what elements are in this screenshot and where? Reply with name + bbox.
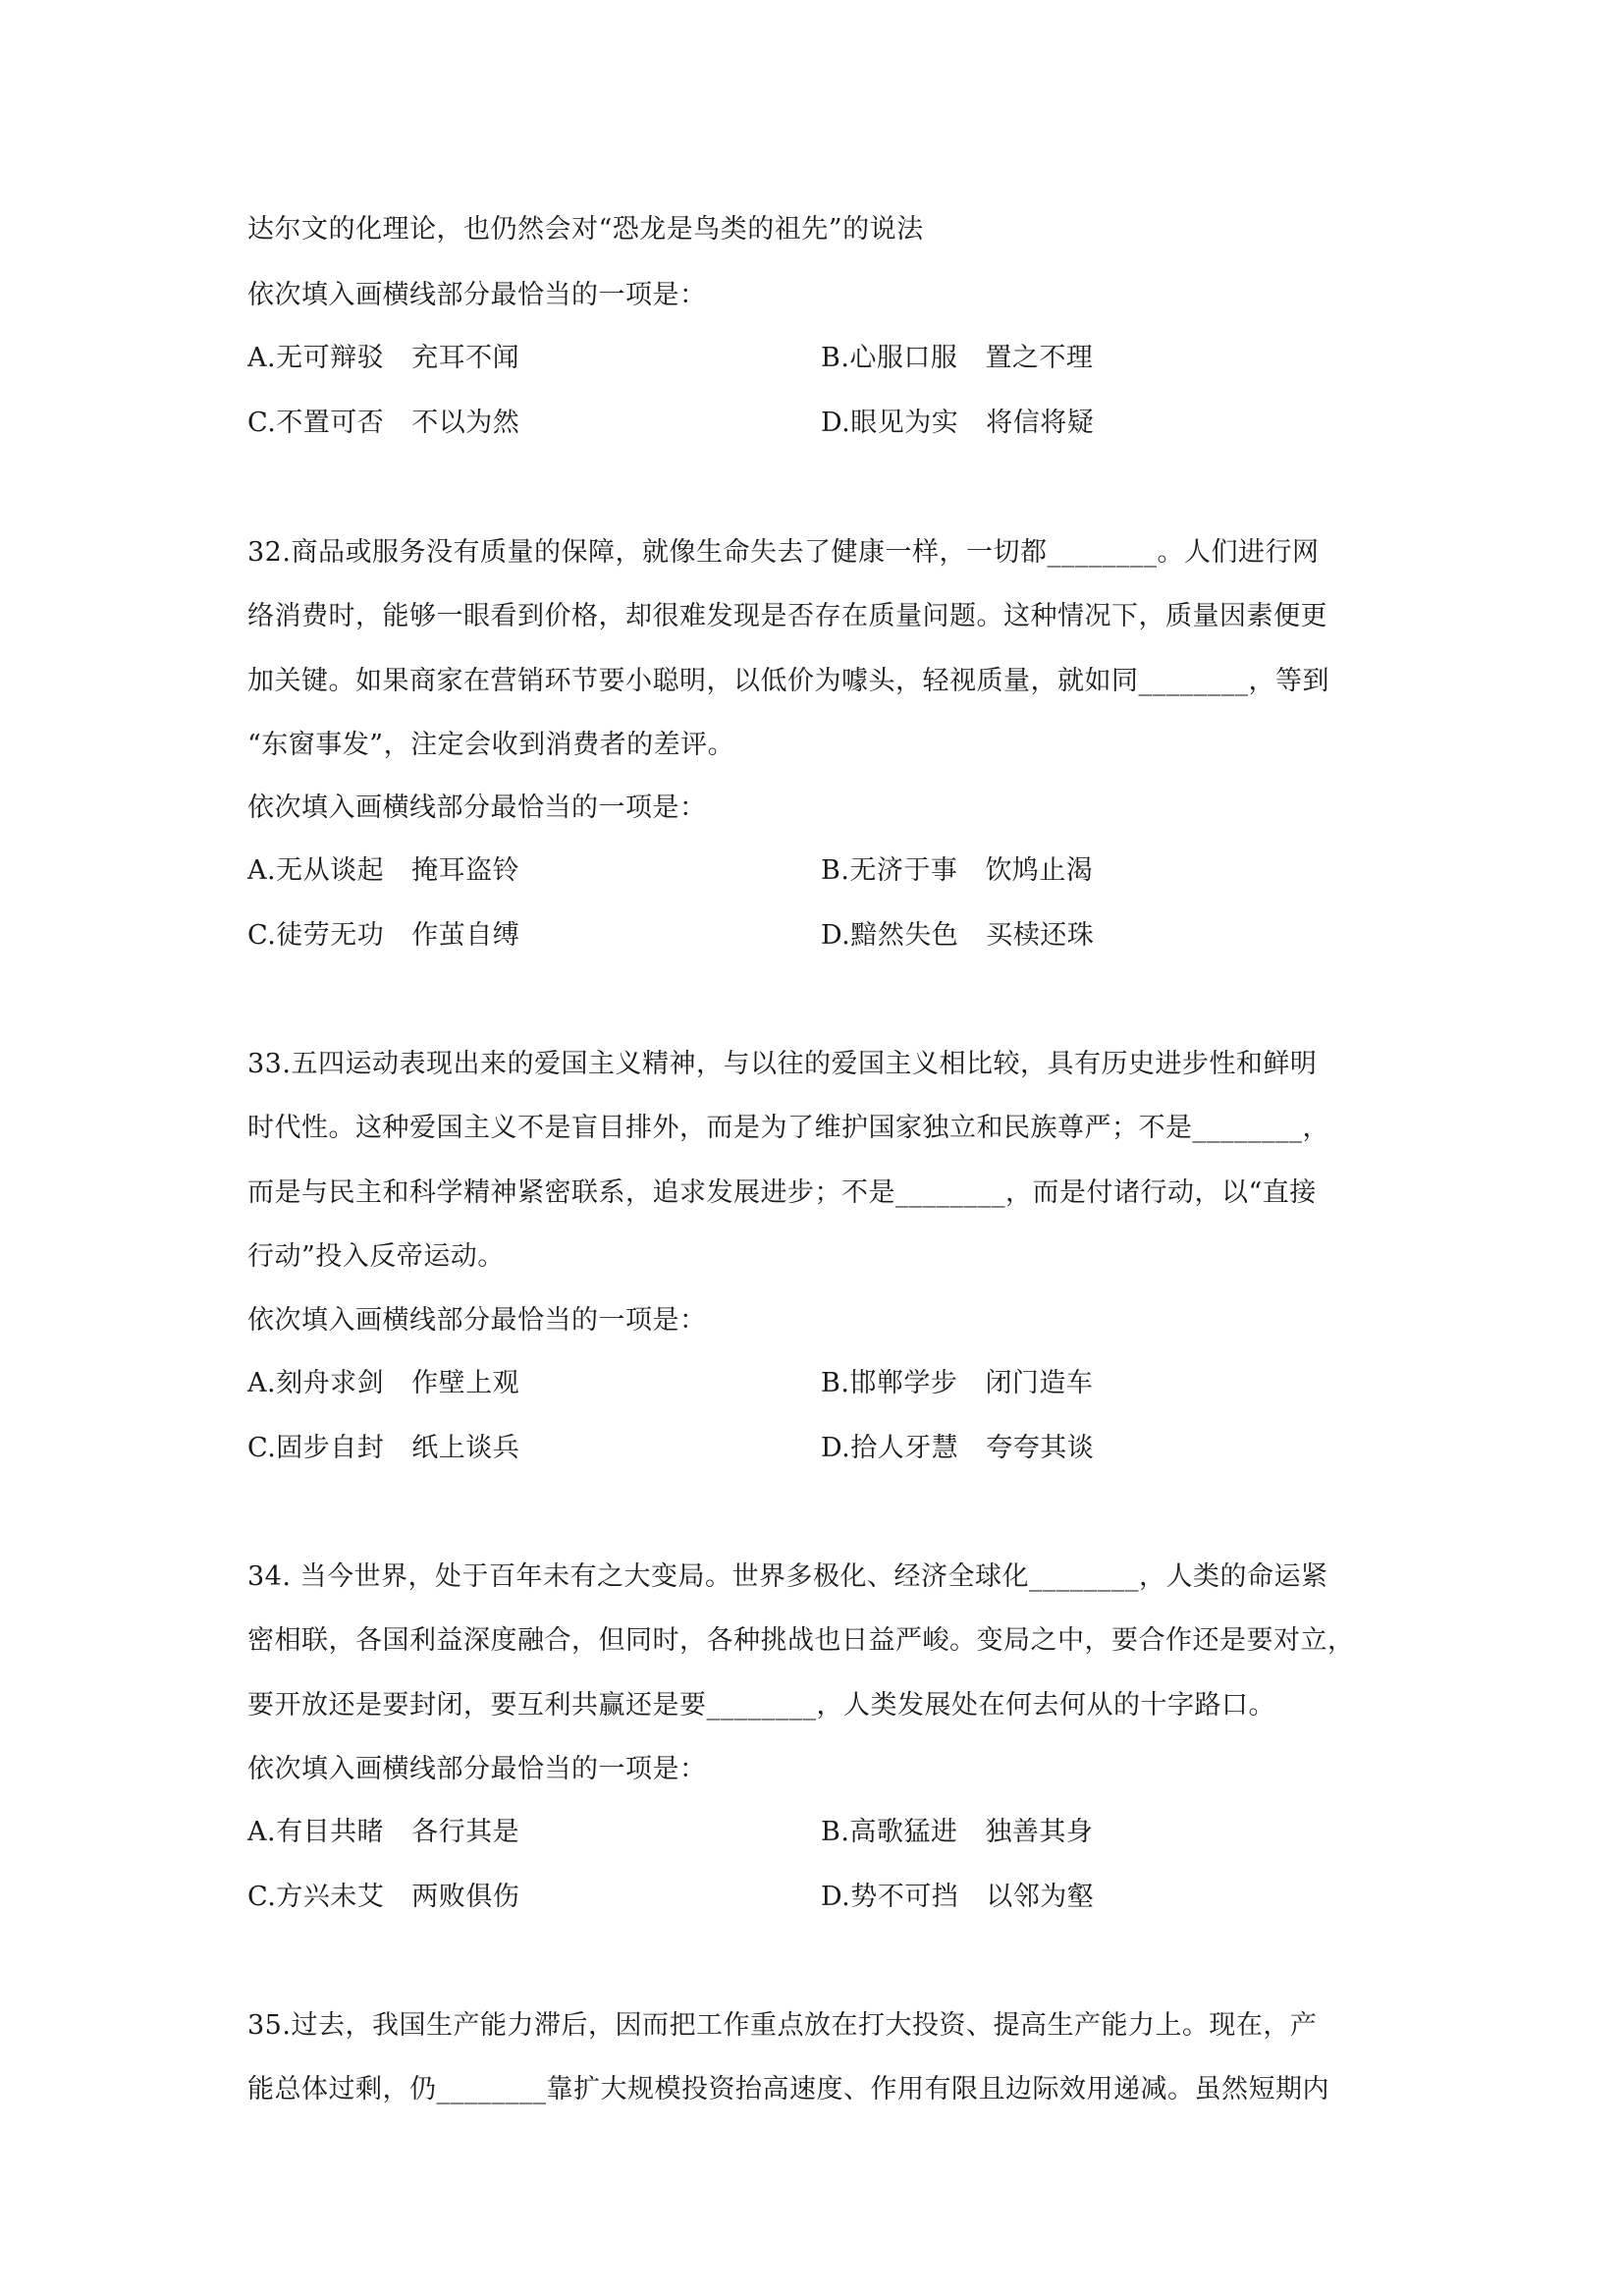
q32-option-c: C.徒劳无功 作茧自缚 [247, 920, 520, 951]
q33-option-d: D.拾人牙慧 夸夸其谈 [821, 1433, 1095, 1463]
q31-text-line: 达尔文的化理论，也仍然会对“恐龙是鸟类的祖先”的说法 [247, 214, 924, 245]
q31-option-d: D.眼见为实 将信将疑 [821, 408, 1095, 438]
q32-text-line: 32.商品或服务没有质量的保障，就像生命失去了健康一样，一切都________。人们进行网 [247, 537, 1320, 568]
q33-text-line: 33.五四运动表现出来的爱国主义精神，与以往的爱国主义相比较，具有历史进步性和鲜明 [247, 1049, 1318, 1079]
q32-option-d: D.黯然失色 买椟还珠 [821, 920, 1095, 951]
q34-text-line: 34. 当今世界，处于百年未有之大变局。世界多极化、经济全球化________，人类的命运紧 [247, 1561, 1328, 1592]
q32-prompt: 依次填入画横线部分最恰当的一项是： [247, 793, 707, 823]
q32-text-line: “东窗事发”，注定会收到消费者的差评。 [247, 730, 735, 760]
q32-text-line: 络消费时，能够一眼看到价格，却很难发现是否存在质量问题。这种情况下，质量因素便更 [247, 601, 1327, 631]
q34-option-b: B.高歌猛进 独善其身 [821, 1817, 1094, 1847]
q33-text-line: 时代性。这种爱国主义不是盲目排外，而是为了维护国家独立和民族尊严；不是________， [247, 1113, 1329, 1143]
q33-option-a: A.刻舟求剑 作壁上观 [247, 1368, 520, 1398]
q31-prompt: 依次填入画横线部分最恰当的一项是： [247, 280, 707, 310]
q33-text-line: 行动”投入反帝运动。 [247, 1241, 505, 1272]
q34-option-a: A.有目共睹 各行其是 [247, 1817, 520, 1847]
q34-text-line: 密相联，各国利益深度融合，但同时，各种挑战也日益严峻。变局之中，要合作还是要对立， [247, 1625, 1355, 1656]
q31-option-a: A.无可辩驳 充耳不闻 [247, 343, 520, 373]
q33-text-line: 而是与民主和科学精神紧密联系，追求发展进步；不是________，而是付诸行动，以“直接 [247, 1177, 1317, 1208]
q34-option-d: D.势不可挡 以邻为壑 [821, 1882, 1095, 1912]
q33-option-b: B.邯郸学步 闭门造车 [821, 1368, 1094, 1398]
q32-option-b: B.无济于事 饮鸠止渴 [821, 855, 1094, 886]
q31-option-c: C.不置可否 不以为然 [247, 408, 520, 438]
q35-text-line: 能总体过剩，仍________靠扩大规模投资抬高速度、作用有限且边际效用递减。虽然短期内 [247, 2074, 1329, 2105]
q35-text-line: 35.过去，我国生产能力滞后，因而把工作重点放在打大投资、提高生产能力上。现在，产 [247, 2010, 1318, 2041]
q32-text-line: 加关键。如果商家在营销环节要小聪明，以低价为噱头，轻视质量，就如同________，等到 [247, 666, 1329, 696]
q31-option-b: B.心服口服 置之不理 [821, 343, 1094, 373]
q33-prompt: 依次填入画横线部分最恰当的一项是： [247, 1305, 707, 1336]
q34-text-line: 要开放还是要封闭，要互利共赢还是要________，人类发展处在何去何从的十字路口。 [247, 1690, 1275, 1721]
q34-prompt: 依次填入画横线部分最恰当的一项是： [247, 1754, 707, 1784]
q33-option-c: C.固步自封 纸上谈兵 [247, 1433, 520, 1463]
q34-option-c: C.方兴未艾 两败俱伤 [247, 1882, 520, 1912]
q32-option-a: A.无从谈起 掩耳盗铃 [247, 855, 520, 886]
